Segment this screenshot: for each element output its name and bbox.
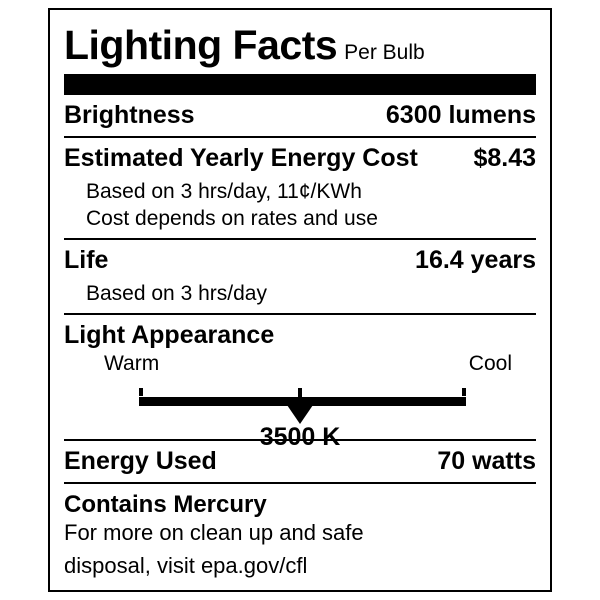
brightness-label: Brightness: [64, 101, 195, 130]
scale-tick-middle: [298, 388, 302, 397]
scale-tick-right: [462, 388, 466, 396]
mercury-heading: Contains Mercury: [64, 491, 267, 519]
life-row: [64, 240, 536, 281]
lighting-facts-label: [48, 8, 552, 592]
title-divider-bar: [64, 74, 536, 93]
appearance-cool-label: Cool: [468, 352, 512, 376]
energy-cost-note-2: Cost depends on rates and use: [86, 207, 378, 231]
energy-used-value: 70 watts: [437, 447, 536, 476]
title-main-text: Lighting Facts: [64, 22, 338, 68]
energy-cost-row: [64, 138, 536, 179]
label-title: [64, 20, 536, 67]
appearance-warm-label: Warm: [104, 352, 160, 376]
title-sub-text: Per Bulb: [344, 41, 425, 64]
energy-cost-label: Estimated Yearly Energy Cost: [64, 144, 418, 173]
life-label: Life: [64, 246, 109, 275]
energy-cost-value: $8.43: [473, 144, 536, 173]
appearance-scale: [64, 383, 536, 452]
mercury-line-1: For more on clean up and safe: [64, 520, 364, 546]
life-value: 16.4 years: [415, 246, 536, 275]
mercury-line-2: disposal, visit epa.gov/cfl: [64, 552, 308, 578]
scale-pointer-triangle-icon: [287, 405, 313, 424]
scale-tick-left: [139, 388, 143, 396]
energy-used-label: Energy Used: [64, 447, 217, 476]
energy-cost-note-1: Based on 3 hrs/day, 11¢/KWh: [86, 180, 362, 204]
life-note: Based on 3 hrs/day: [86, 282, 267, 306]
brightness-value: 6300 lumens: [385, 101, 536, 130]
appearance-label: Light Appearance: [64, 321, 275, 350]
appearance-value: 3500 K: [259, 423, 341, 452]
appearance-endpoints: [64, 352, 536, 376]
brightness-row: [64, 95, 536, 136]
